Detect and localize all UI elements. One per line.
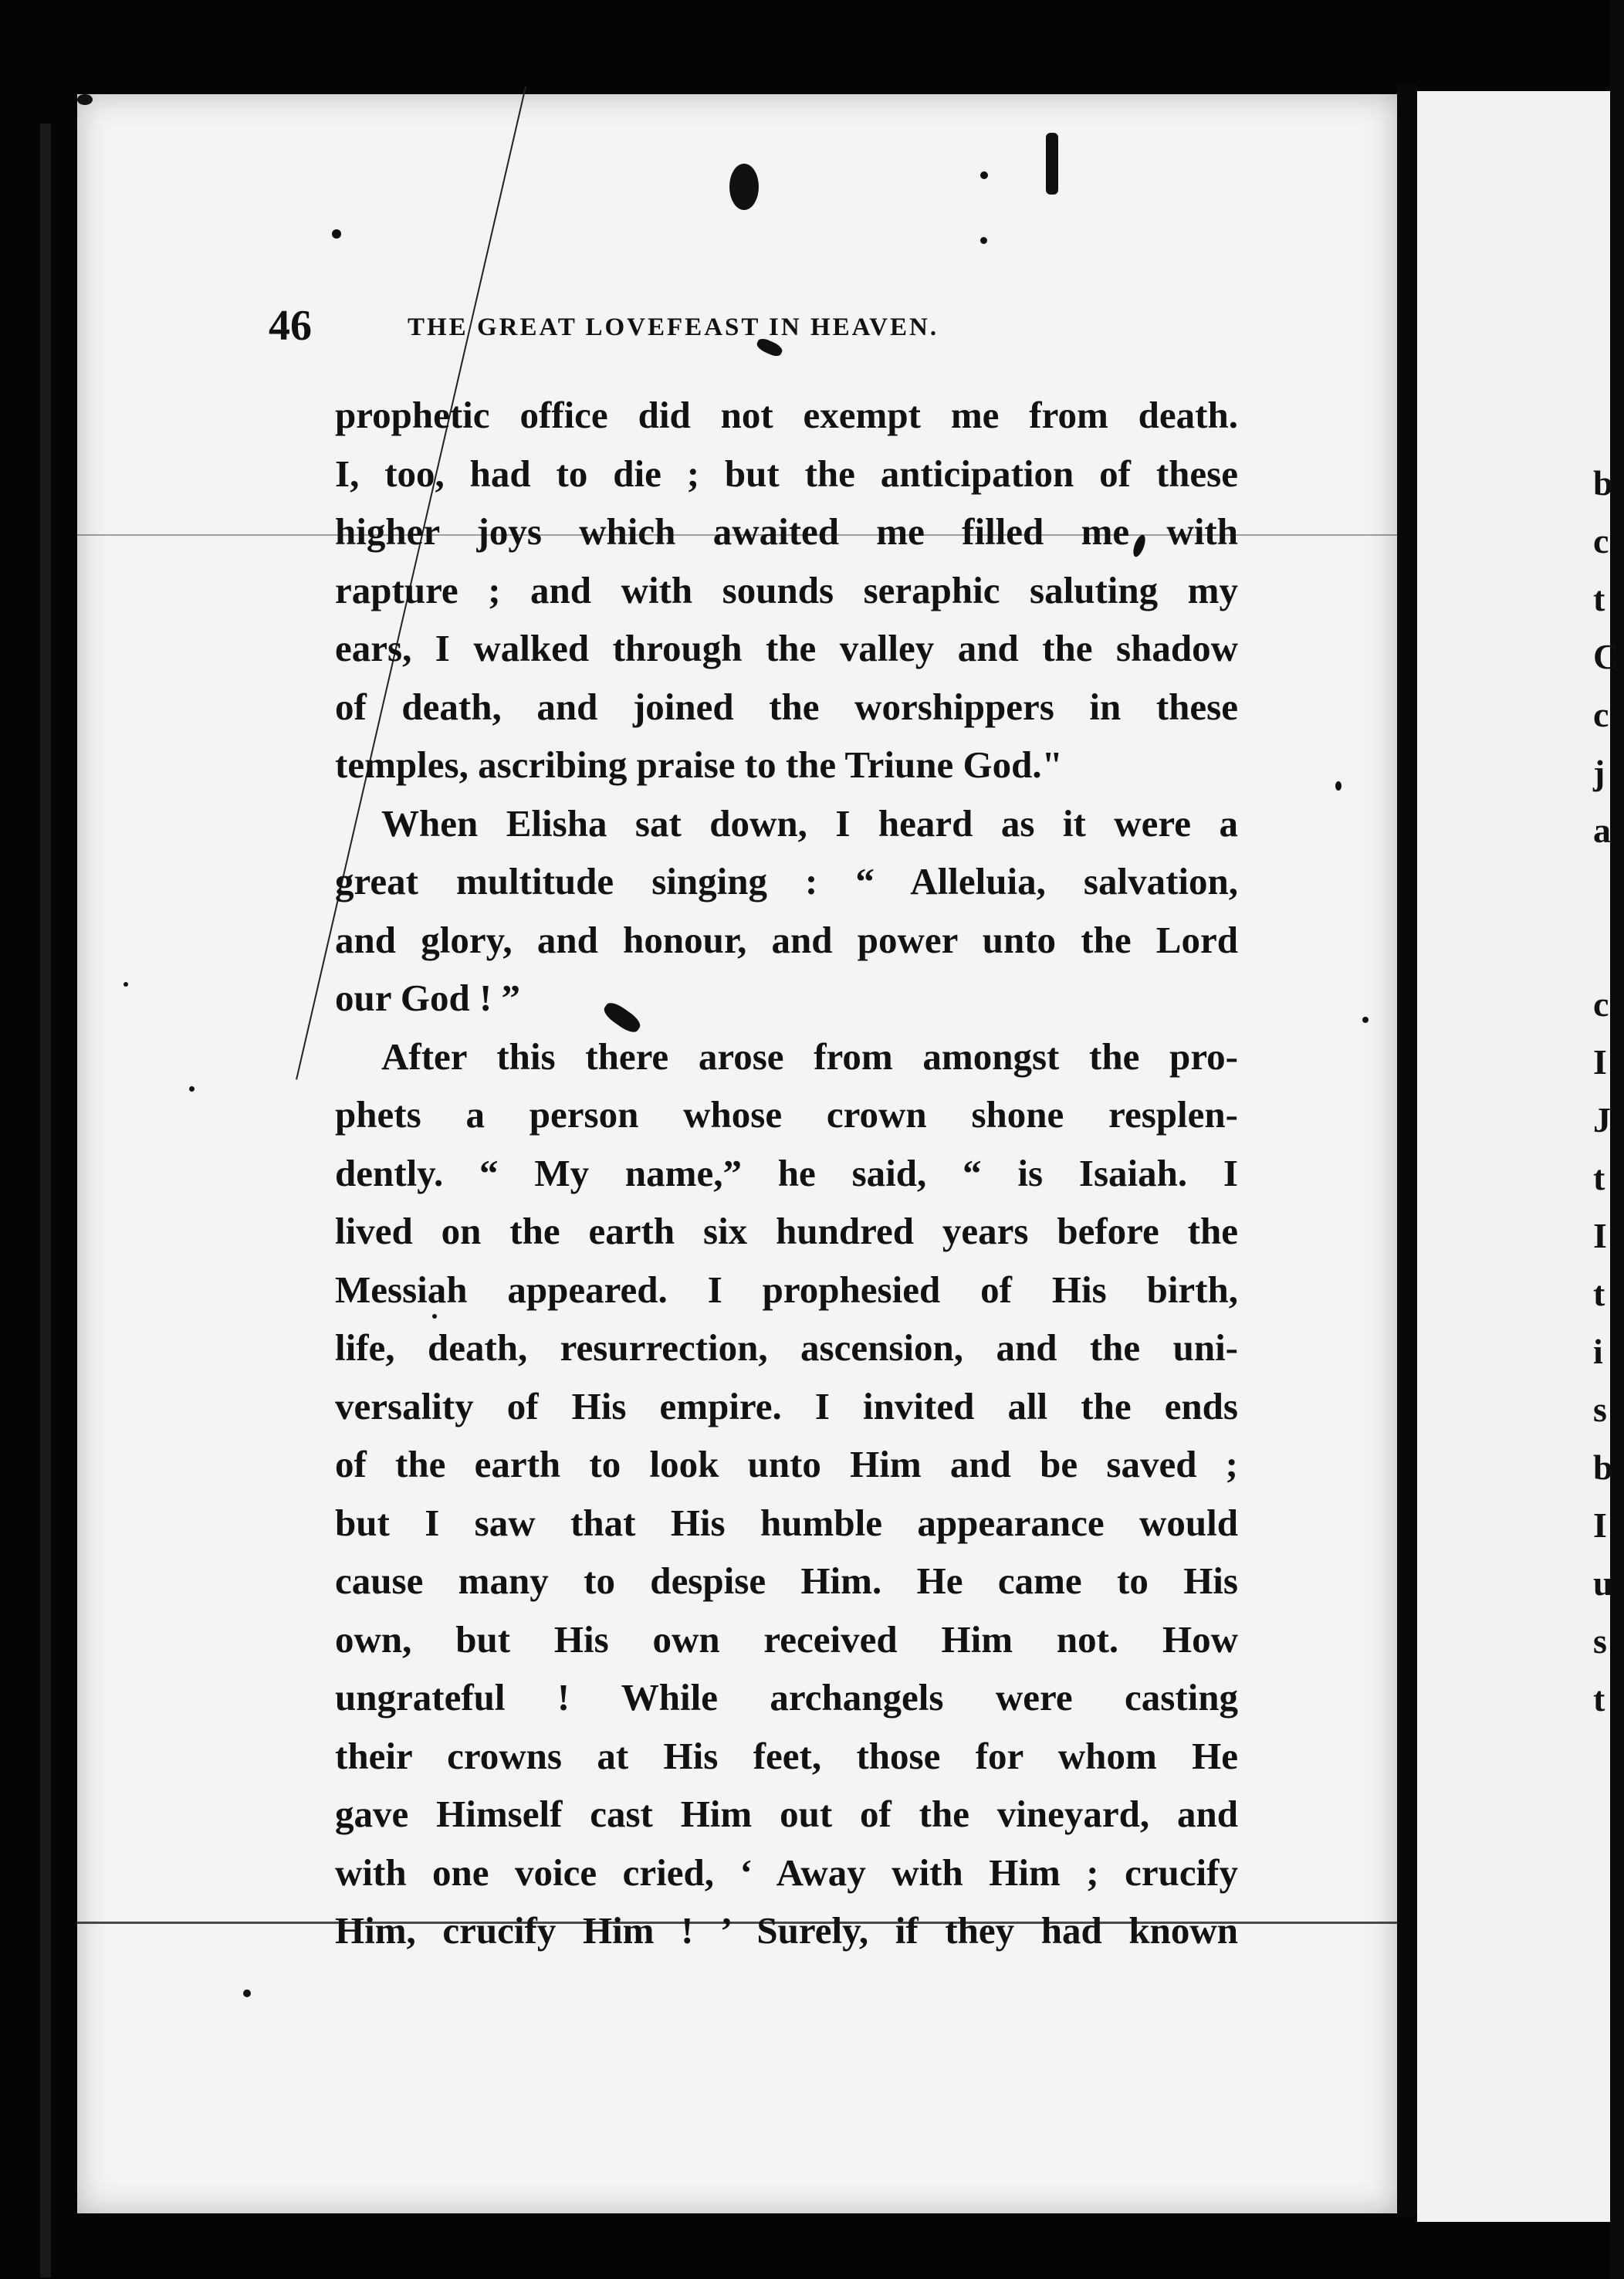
facing-page-letter: s	[1593, 1390, 1607, 1429]
facing-page-letter	[1593, 859, 1624, 975]
facing-page-letter: I	[1593, 1505, 1607, 1545]
text-line: with one voice cried, ‘ Away with Him ; crucify	[335, 1851, 1238, 1894]
facing-page-text-edge	[1593, 454, 1624, 1728]
facing-page-letter: t	[1593, 1679, 1605, 1719]
facing-page-letter: j	[1593, 753, 1605, 792]
facing-page-letter: c	[1593, 521, 1609, 560]
ink-blot	[980, 171, 988, 179]
facing-page-letter: J	[1593, 1100, 1611, 1140]
page-gutter	[1397, 85, 1417, 2216]
facing-page-letter: b	[1593, 1448, 1613, 1487]
text-line: Messiah appeared. I prophesied of His birth,	[335, 1268, 1238, 1311]
text-line: lived on the earth six hundred years before the	[335, 1210, 1238, 1252]
text-line: When Elisha sat down, I heard as it were a	[381, 801, 1238, 845]
text-line: I, too, had to die ; but the anticipation of these	[335, 452, 1238, 495]
page-left-edge	[40, 124, 51, 2277]
text-line: life, death, resurrection, ascension, and the uni-	[335, 1326, 1238, 1369]
ink-blot	[729, 164, 759, 210]
text-line: great multitude singing : “ Alleluia, salvation,	[335, 860, 1238, 902]
facing-page-letter: t	[1593, 1158, 1605, 1197]
ink-blot	[1362, 1017, 1369, 1023]
text-line: of the earth to look unto Him and be saved ;	[335, 1443, 1238, 1485]
text-line: temples, ascribing praise to the Triune God."	[335, 743, 1063, 786]
text-line: Him, crucify Him ! ’ Surely, if they had known	[335, 1909, 1238, 1952]
text-line: ears, I walked through the valley and the shadow	[335, 627, 1238, 669]
text-line: and glory, and honour, and power unto the Lord	[335, 918, 1238, 961]
ink-blot	[243, 1989, 251, 1997]
ink-blot	[980, 237, 987, 244]
facing-page-letter: c	[1593, 984, 1609, 1024]
facing-page-letter: a	[1593, 811, 1611, 850]
text-line: but I saw that His humble appearance would	[335, 1501, 1238, 1544]
facing-page-letter: t	[1593, 579, 1605, 618]
facing-page-letter: I	[1593, 1216, 1607, 1255]
facing-page-letter: s	[1593, 1621, 1607, 1661]
text-line: their crowns at His feet, those for whom He	[335, 1734, 1238, 1777]
running-head	[269, 301, 1218, 350]
ink-blot	[123, 982, 128, 987]
ink-blot	[1335, 781, 1341, 791]
text-line: ungrateful ! While archangels were casting	[335, 1676, 1238, 1719]
ink-blot	[77, 94, 93, 105]
text-line: of death, and joined the worshippers in these	[335, 685, 1238, 728]
text-line: phets a person whose crown shone resplen-	[335, 1093, 1238, 1136]
text-line: our God ! ”	[335, 977, 521, 1019]
facing-page-letter: b	[1593, 463, 1613, 503]
text-line: prophetic office did not exempt me from death.	[335, 394, 1238, 436]
text-line: versality of His empire. I invited all the ends	[335, 1384, 1238, 1427]
ink-blot	[332, 229, 341, 239]
facing-page-letter: i	[1593, 1332, 1603, 1371]
text-line: dently. “ My name,” he said, “ is Isaiah. I	[335, 1151, 1238, 1194]
ink-blot	[189, 1086, 195, 1092]
page-number: 46	[269, 302, 312, 350]
facing-page-letter: t	[1593, 1274, 1605, 1313]
running-title: THE GREAT LOVEFEAST IN HEAVEN.	[408, 313, 939, 341]
facing-page	[1417, 91, 1619, 2222]
ink-blot	[1046, 133, 1058, 195]
facing-page-letter: u	[1593, 1563, 1613, 1603]
facing-page-letter: C	[1593, 637, 1619, 676]
text-line: cause many to despise Him. He came to His	[335, 1559, 1238, 1602]
text-line: gave Himself cast Him out of the vineyard, and	[335, 1793, 1238, 1835]
text-line: rapture ; and with sounds seraphic saluting my	[335, 568, 1238, 611]
text-line: own, but His own received Him not. How	[335, 1617, 1238, 1661]
body-text	[335, 386, 1238, 1960]
facing-page-letter: c	[1593, 695, 1609, 734]
facing-page-letter: I	[1593, 1042, 1607, 1082]
text-line: After this there arose from amongst the pro-	[381, 1035, 1238, 1078]
text-line: higher joys which awaited me filled me with	[335, 510, 1238, 553]
